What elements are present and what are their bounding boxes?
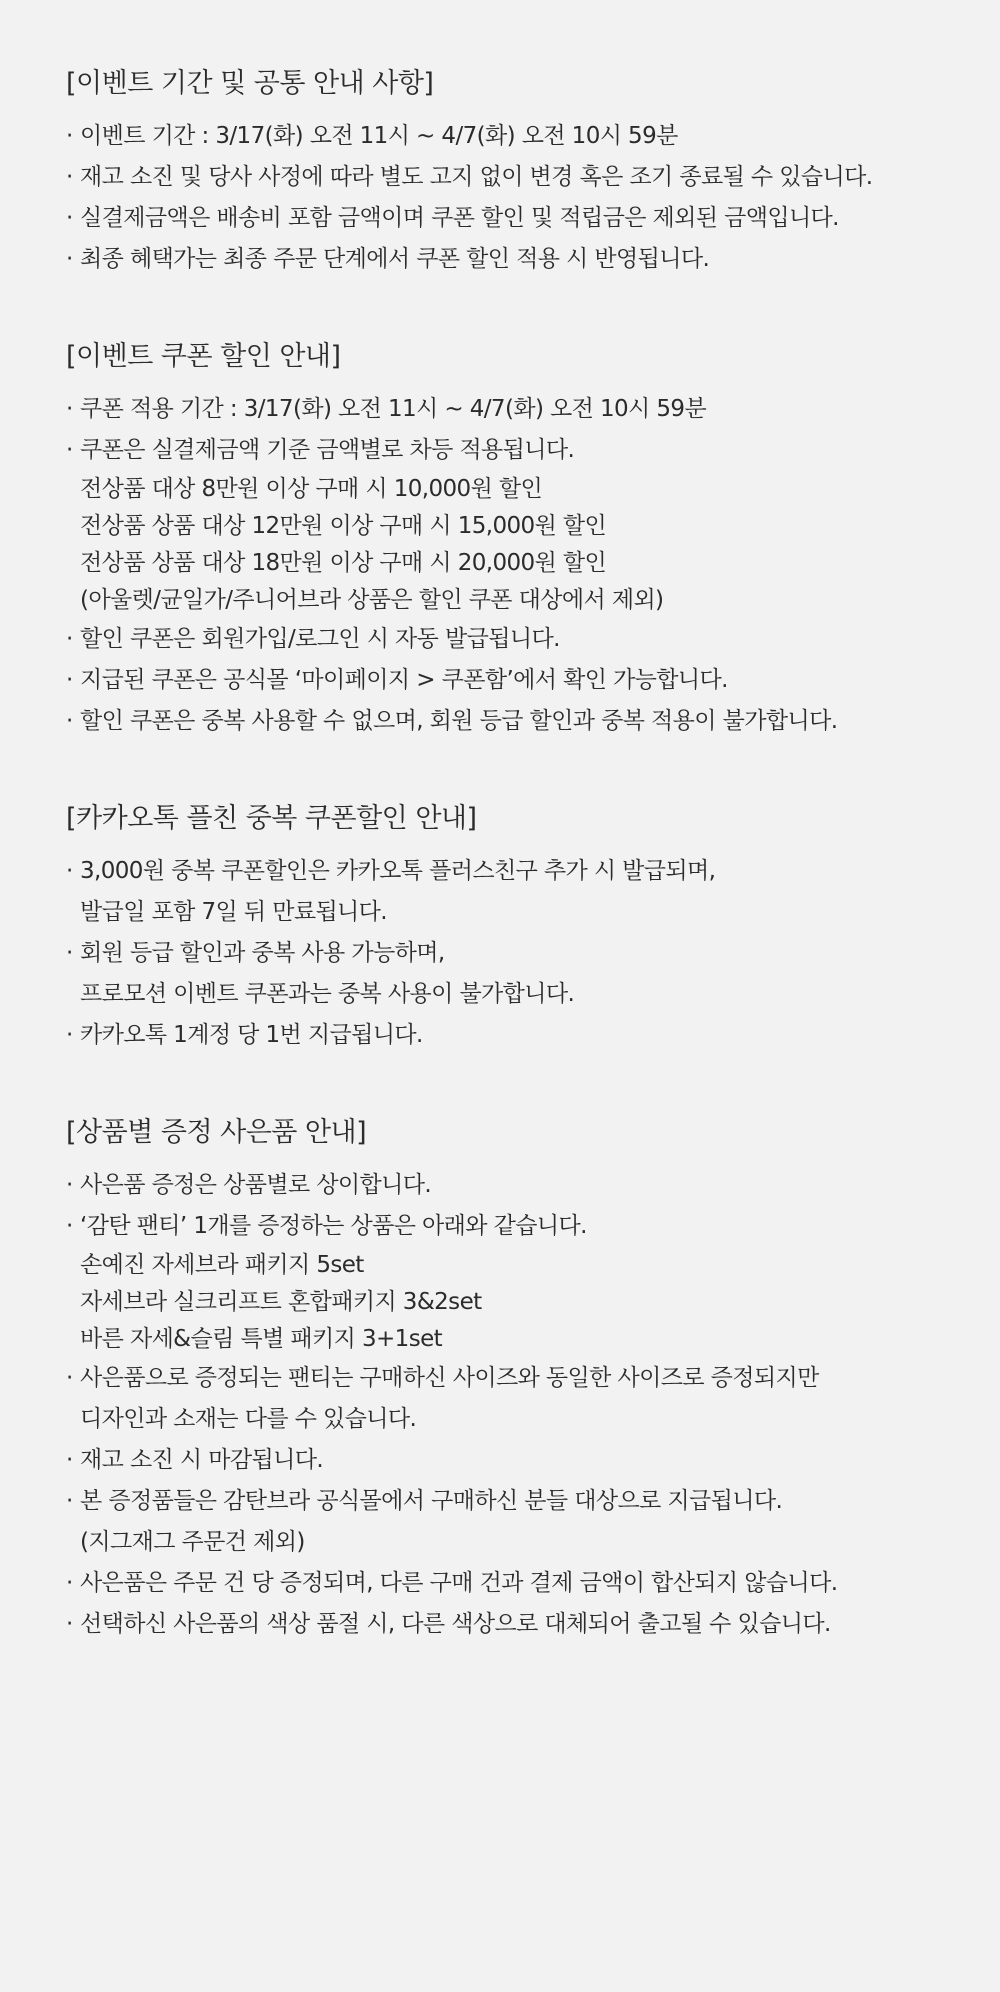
section-event-period [66, 64, 1000, 280]
section-title: [이벤트 기간 및 공통 안내 사항] [66, 68, 434, 99]
list-item: · 지급된 쿠폰은 공식몰 ‘마이페이지 > 쿠폰함’에서 확인 가능합니다. [66, 660, 1000, 701]
bullet: · [66, 123, 73, 149]
list-item-continuation: 디자인과 소재는 다를 수 있습니다. [80, 1406, 417, 1432]
section-title: [상품별 증정 사은품 안내] [66, 1117, 367, 1148]
bullet: · [66, 246, 73, 272]
list-item: · 할인 쿠폰은 중복 사용할 수 없으며, 회원 등급 할인과 중복 적용이 불가합니다. [66, 701, 1000, 742]
coupon-exclusion-note: (아울렛/균일가/주니어브라 상품은 할인 쿠폰 대상에서 제외) [80, 587, 664, 613]
list-item: · 쿠폰 적용 기간 : 3/17(화) 오전 11시 ~ 4/7(화) 오전 10시 59분 [66, 389, 1000, 430]
bullet: · [66, 1172, 73, 1198]
coupon-tier: 전상품 상품 대상 18만원 이상 구매 시 20,000원 할인 [80, 550, 607, 576]
bullet: · [66, 708, 73, 734]
bullet: · [66, 667, 73, 693]
gift-product: 자세브라 실크리프트 혼합패키지 3&2set [80, 1289, 482, 1315]
bullet: · [66, 396, 73, 422]
gift-product: 손예진 자세브라 패키지 5set [80, 1252, 364, 1278]
section-title: [카카오톡 플친 중복 쿠폰할인 안내] [66, 803, 477, 834]
list-item: · 본 증정품들은 감탄브라 공식몰에서 구매하신 분들 대상으로 지급됩니다. [66, 1481, 1000, 1522]
list-item: · 할인 쿠폰은 회원가입/로그인 시 자동 발급됩니다. [66, 619, 1000, 660]
list-item: · 사은품으로 증정되는 팬티는 구매하신 사이즈와 동일한 사이즈로 증정되지만 [66, 1358, 1000, 1399]
bullet: · [66, 940, 73, 966]
bullet: · [66, 1488, 73, 1514]
list-item: · 실결제금액은 배송비 포함 금액이며 쿠폰 할인 및 적립금은 제외된 금액입니다. [66, 198, 1000, 239]
coupon-tier: 전상품 상품 대상 12만원 이상 구매 시 15,000원 할인 [80, 513, 607, 539]
list-item: · 사은품은 주문 건 당 증정되며, 다른 구매 건과 결제 금액이 합산되지 않습니다. [66, 1563, 1000, 1604]
list-item: · 3,000원 중복 쿠폰할인은 카카오톡 플러스친구 추가 시 발급되며, [66, 851, 1000, 892]
section-title: [이벤트 쿠폰 할인 안내] [66, 341, 341, 372]
bullet: · [66, 626, 73, 652]
list-item: · 선택하신 사은품의 색상 품절 시, 다른 색상으로 대체되어 출고될 수 있습니다. [66, 1604, 1000, 1645]
bullet: · [66, 164, 73, 190]
list-item: · ‘감탄 팬티’ 1개를 증정하는 상품은 아래와 같습니다. [66, 1206, 1000, 1247]
list-item: · 쿠폰은 실결제금액 기준 금액별로 차등 적용됩니다. [66, 430, 1000, 471]
coupon-tier: 전상품 대상 8만원 이상 구매 시 10,000원 할인 [80, 476, 543, 502]
list-item: · 최종 혜택가는 최종 주문 단계에서 쿠폰 할인 적용 시 반영됩니다. [66, 239, 1000, 280]
bullet: · [66, 437, 73, 463]
list-item-continuation: 프로모션 이벤트 쿠폰과는 중복 사용이 불가합니다. [80, 981, 575, 1007]
bullet: · [66, 1611, 73, 1637]
list-item: · 사은품 증정은 상품별로 상이합니다. [66, 1165, 1000, 1206]
section-event-coupon [66, 337, 1000, 742]
bullet: · [66, 1570, 73, 1596]
list-item-continuation: (지그재그 주문건 제외) [80, 1529, 305, 1555]
gift-product: 바른 자세&슬림 특별 패키지 3+1set [80, 1326, 443, 1352]
bullet: · [66, 205, 73, 231]
bullet: · [66, 1365, 73, 1391]
list-item: · 재고 소진 및 당사 사정에 따라 별도 고지 없이 변경 혹은 조기 종료될 수 있습니다. [66, 157, 1000, 198]
section-kakao-coupon [66, 799, 1000, 1056]
list-item: · 이벤트 기간 : 3/17(화) 오전 11시 ~ 4/7(화) 오전 10시 59분 [66, 116, 1000, 157]
list-item: · 카카오톡 1계정 당 1번 지급됩니다. [66, 1015, 1000, 1056]
bullet: · [66, 1022, 73, 1048]
bullet: · [66, 1447, 73, 1473]
section-gift [66, 1113, 1000, 1645]
list-item: · 재고 소진 시 마감됩니다. [66, 1440, 1000, 1481]
bullet: · [66, 858, 73, 884]
list-item-continuation: 발급일 포함 7일 뒤 만료됩니다. [80, 899, 388, 925]
list-item: · 회원 등급 할인과 중복 사용 가능하며, [66, 933, 1000, 974]
bullet: · [66, 1213, 73, 1239]
